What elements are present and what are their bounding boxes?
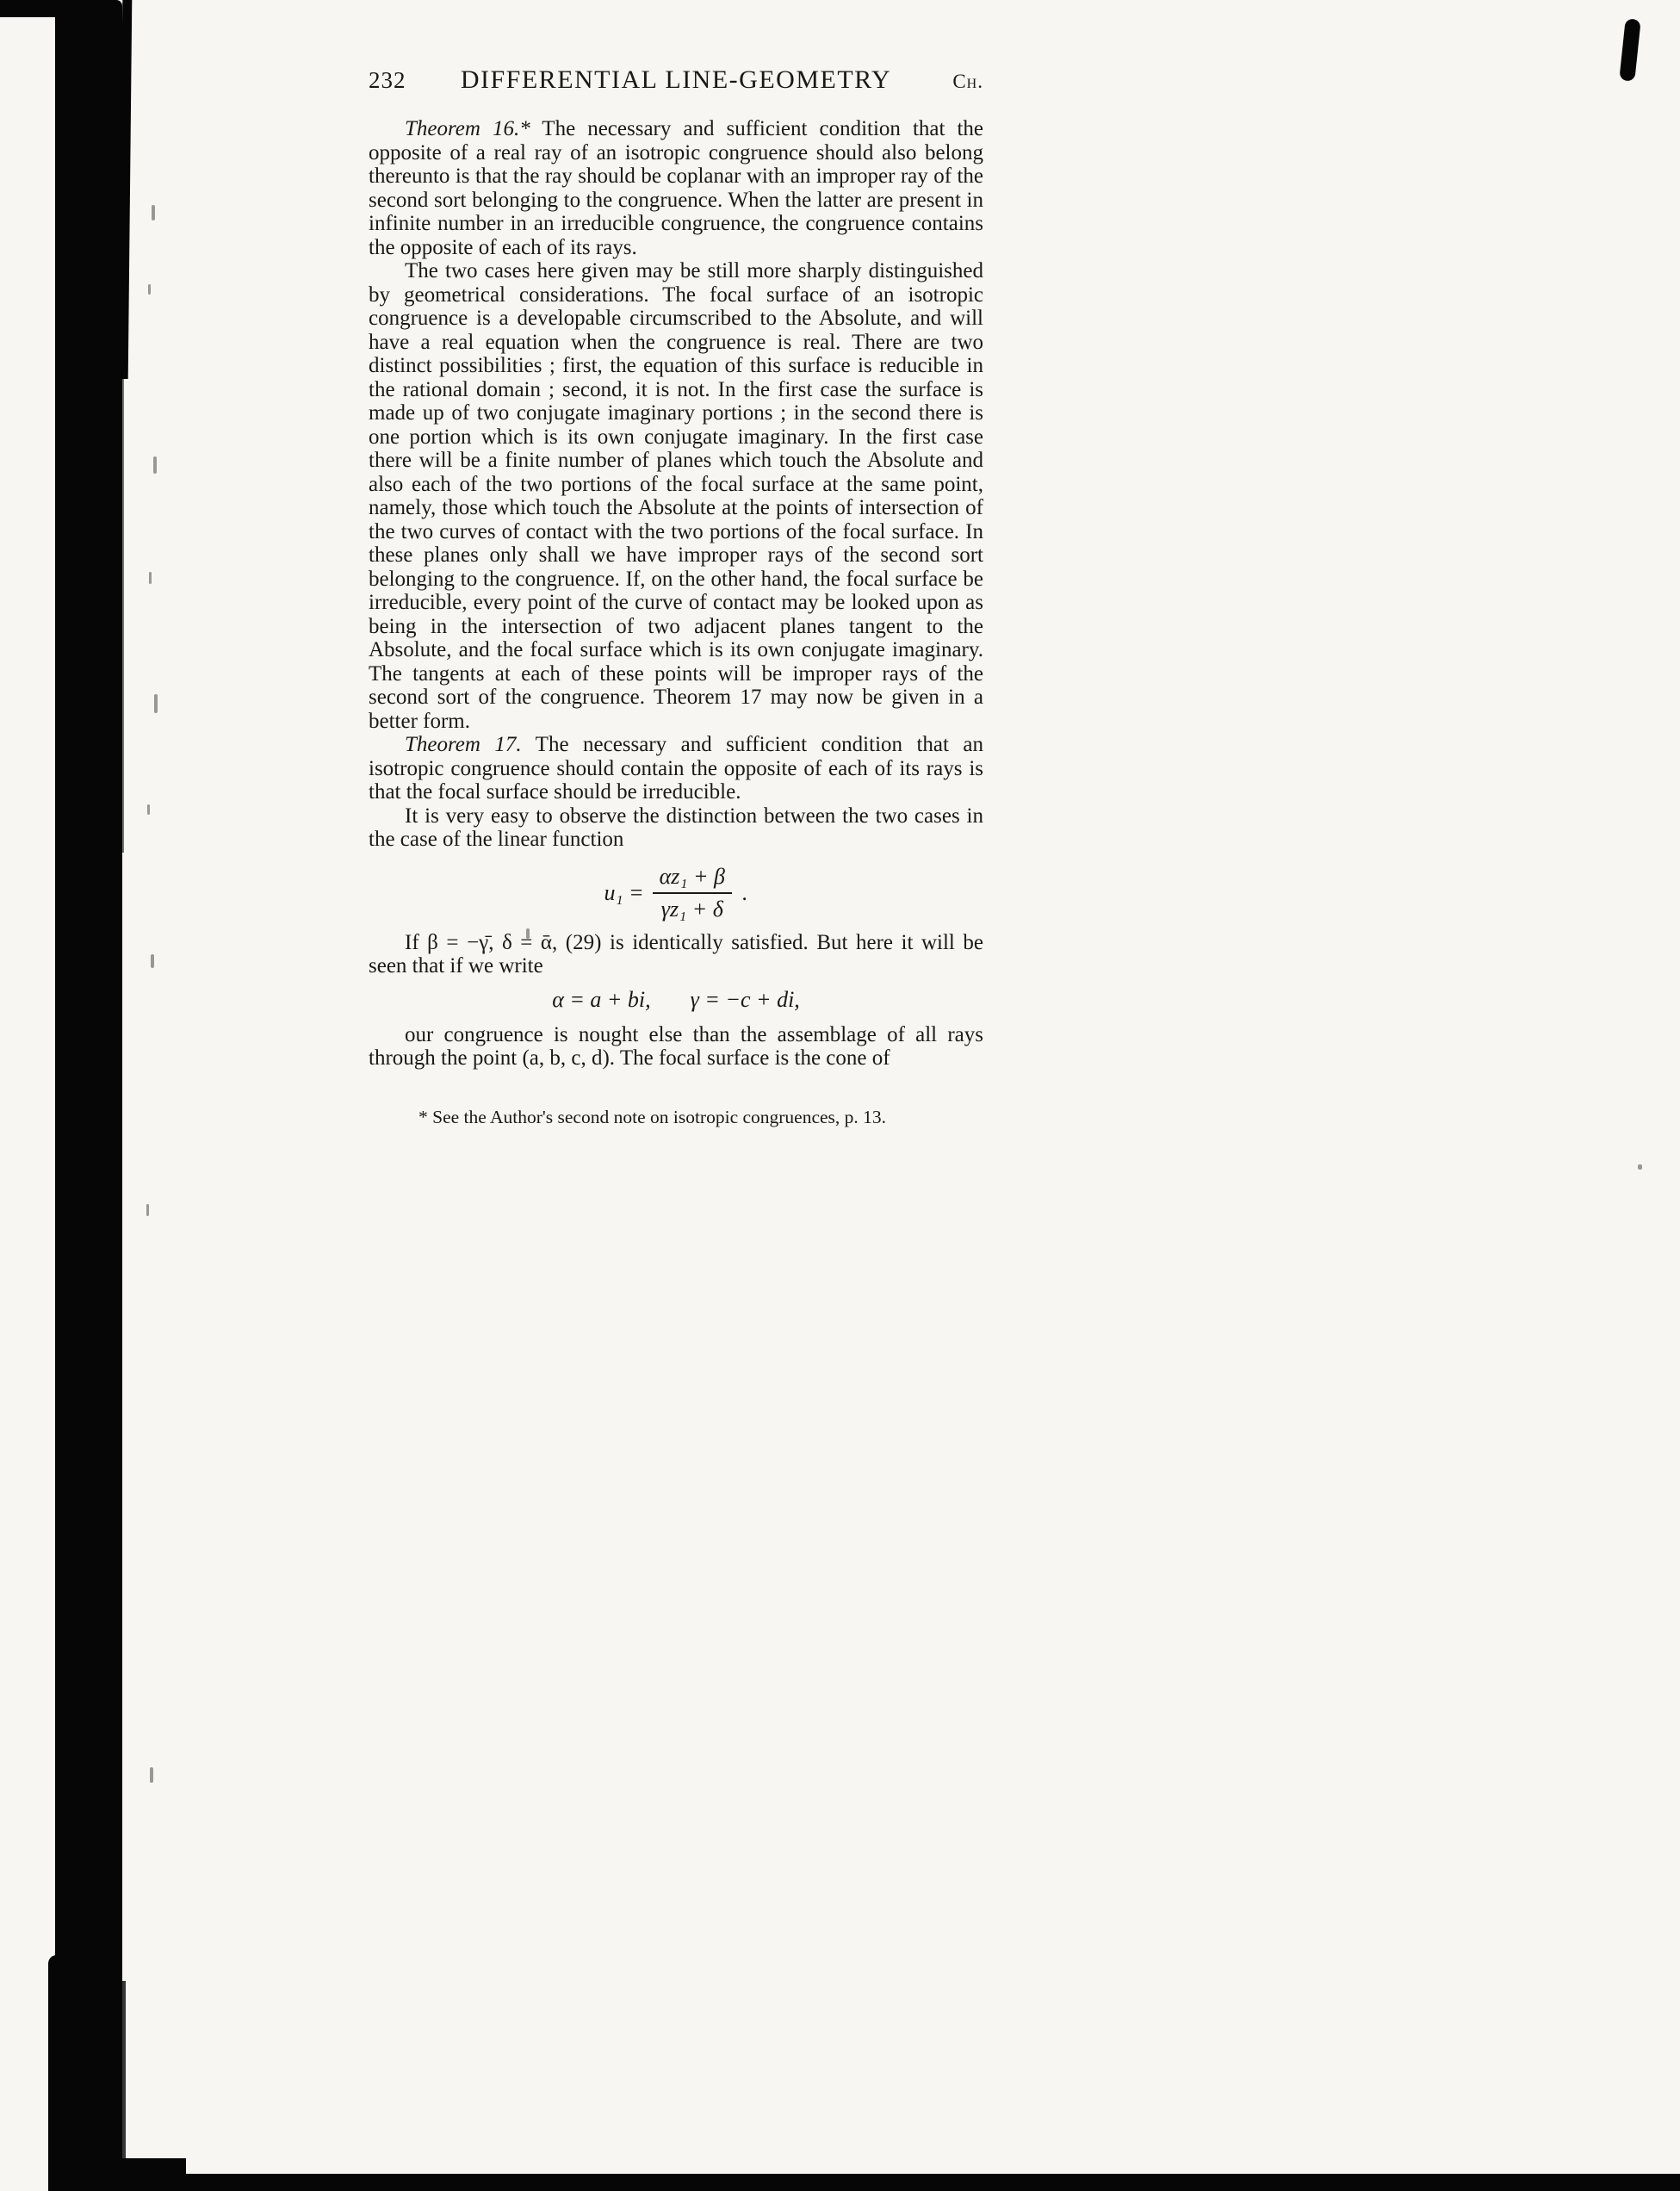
paragraph-theorem-17 <box>369 733 983 804</box>
equation-linear-function <box>369 864 983 922</box>
fraction <box>653 864 732 922</box>
paragraph-theorem-16 <box>369 117 983 259</box>
scan-speck <box>1638 1164 1642 1170</box>
footnote <box>369 1107 983 1128</box>
footnote-text: * See the Author's second note on isotropic congruences, p. 13. <box>418 1106 887 1127</box>
scan-artifact-top-right-smudge <box>1619 18 1640 81</box>
theorem-17-label: Theorem 17. <box>405 733 522 756</box>
paragraph-text: If β = −γ̄, δ = ᾱ, (29) is identically satisfied. But here it will be seen that if we write <box>369 930 983 978</box>
scan-speck <box>149 572 152 584</box>
page-header <box>369 65 983 95</box>
paragraph-text: It is very easy to observe the distinction between the two cases in the case of the linear function <box>369 804 983 851</box>
scan-speck <box>153 456 157 474</box>
scan-speck <box>150 1767 153 1783</box>
paragraph-text: The necessary and sufficient condition that an isotropic congruence should contain the opposite of each of its rays is that the focal surface should be irreducible. <box>369 733 984 804</box>
page-content <box>369 65 983 1128</box>
theorem-16-label: Theorem 16.* <box>405 117 530 140</box>
paragraph-text: our congruence is nought else than the assemblage of all rays through the point (a, b, c, d). The focal surface is the cone of <box>369 1022 983 1070</box>
paragraph-congruence-rays <box>369 1023 983 1071</box>
equation-substitution <box>369 987 983 1013</box>
paragraph-two-cases <box>369 259 983 733</box>
running-title: DIFFERENTIAL LINE-GEOMETRY <box>460 65 892 94</box>
scan-artifact-streak <box>119 370 124 853</box>
equation-alpha-part: α = a + bi, <box>552 986 651 1012</box>
scan-artifact-top-left-bar <box>0 0 93 17</box>
scan-speck <box>152 205 155 220</box>
paragraph-substitution-intro <box>369 931 983 978</box>
scan-artifact-bulge <box>48 1955 62 2191</box>
scan-artifact-bottom-bar <box>74 2174 1680 2191</box>
scan-speck <box>151 954 154 968</box>
scan-speck <box>147 804 150 815</box>
scan-speck <box>146 1204 149 1216</box>
fraction-numerator: αz₁ + β <box>653 864 732 894</box>
scan-speck <box>148 284 151 295</box>
chapter-label: Ch. <box>952 71 983 92</box>
equation-period: . <box>741 879 748 905</box>
page-number: 232 <box>369 67 406 93</box>
scan-speck <box>154 694 158 713</box>
scan-artifact-bottom-step <box>74 2158 186 2191</box>
equation-gamma-part: γ = −c + di, <box>690 986 800 1012</box>
scan-artifact-left-band <box>55 0 122 2191</box>
fraction-denominator: γz₁ + δ <box>660 896 723 922</box>
paragraph-text: The necessary and sufficient condition that the opposite of a real ray of an isotropic congruence should also belong thereunto is that the ray should be coplanar with an improper ray of the second sort belonging to the congruence. When the latter are present in infinite number in an irreducible congruence, the congruence contains the opposite of each of its rays. <box>369 117 983 259</box>
paragraph-linear-function-intro <box>369 804 983 852</box>
equation-lhs: u₁ = <box>604 879 644 905</box>
paragraph-text: The two cases here given may be still more sharply distinguished by geometrical considerations. The focal surface of an isotropic congruence is a developable circumscribed to the Absolute, and will have a real equation when the congruence is real. There are two distinct possibilities ; first, the equation of this surface is reducible in the rational domain ; second, it is not. In the first case the surface is made up of two conjugate imaginary portions ; in the second there is one portion which is its own conjugate imaginary. In the first case there will be a finite number of planes which touch the Absolute and also each of the two portions of the focal surface at the same point, namely, those which touch the Absolute at the points of intersection of the two curves of contact with the two portions of the focal surface. In these planes only shall we have improper rays of the second sort belonging to the congruence. If, on the other hand, the focal surface be irreducible, every point of the curve of contact may be looked upon as being in the intersection of two adjacent planes tangent to the Absolute, and the focal surface which is its own conjugate imaginary. The tangents at each of these points will be improper rays of the second sort of the congruence. Theorem 17 may now be given in a better form. <box>369 259 983 733</box>
